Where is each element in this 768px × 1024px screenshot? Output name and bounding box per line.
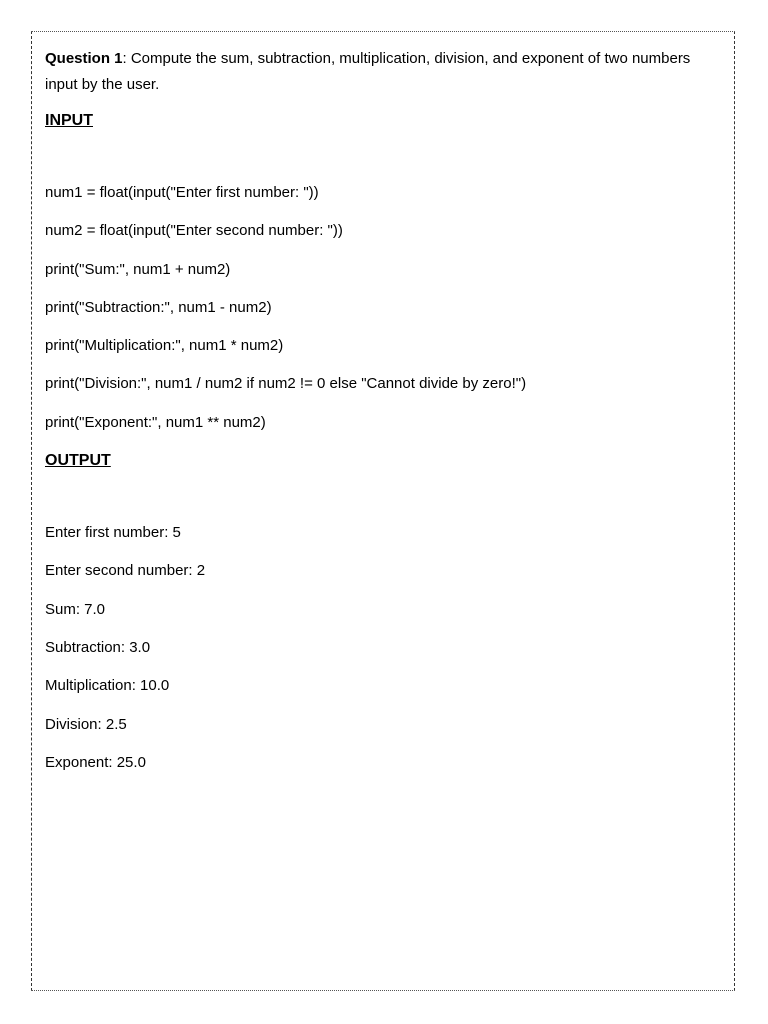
question-label: Question 1 <box>45 50 123 67</box>
output-line: Exponent: 25.0 <box>45 753 146 771</box>
output-line: Multiplication: 10.0 <box>45 677 170 695</box>
code-line: print("Multiplication:", num1 * num2) <box>45 337 284 355</box>
output-line: Enter second number: 2 <box>45 562 206 580</box>
output-block <box>45 520 715 788</box>
code-line: print("Exponent:", num1 ** num2) <box>45 413 266 431</box>
code-line: print("Subtraction:", num1 - num2) <box>45 298 272 316</box>
code-line: num1 = float(input("Enter first number: ")) <box>45 184 319 201</box>
input-heading: INPUT <box>45 112 93 129</box>
spacer <box>45 474 715 520</box>
output-line: Sum: 7.0 <box>45 600 106 618</box>
input-code-block <box>45 180 715 448</box>
output-line: Division: 2.5 <box>45 715 127 733</box>
document-body <box>45 46 715 788</box>
spacer <box>45 134 715 180</box>
code-line: num2 = float(input("Enter second number: ")) <box>45 222 343 240</box>
output-line: Subtraction: 3.0 <box>45 638 151 656</box>
code-line: print("Division:", num1 / num2 if num2 != 0 else "Cannot divide by zero!") <box>45 375 527 393</box>
output-heading: OUTPUT <box>45 452 111 470</box>
output-line: Enter first number: 5 <box>45 524 181 542</box>
question-paragraph <box>45 46 715 98</box>
code-line: print("Sum:", num1 + num2) <box>45 260 231 278</box>
question-text: : Compute the sum, subtraction, multiplication, division, and exponent of two numbers input by the user. <box>45 50 691 93</box>
